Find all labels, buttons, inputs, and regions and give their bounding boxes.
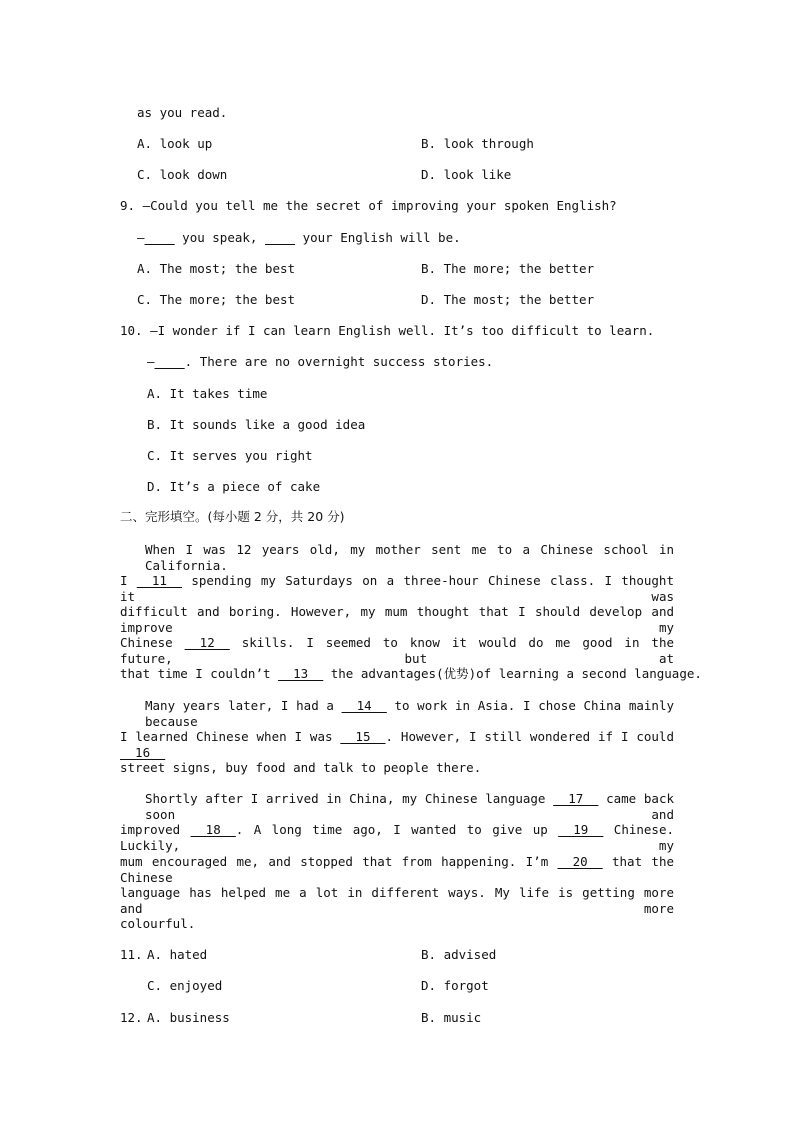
- passage-p3-line-3: mum encouraged me, and stopped that from happening. I’m __20__ that the Chinese: [120, 854, 674, 885]
- blank-12: __12__: [184, 635, 230, 650]
- q9-stem: 9. —Could you tell me the secret of improving your spoken English?: [120, 198, 617, 213]
- blank-14: __14__: [341, 698, 387, 713]
- q11-option-a: A. hated: [147, 947, 208, 962]
- q9-option-b: B. The more; the better: [421, 261, 595, 276]
- passage-p1-line-5: that time I couldn’t __13__ the advantages(优势)of learning a second language.: [120, 666, 702, 681]
- passage-p2-line-1: Many years later, I had a __14__ to work in Asia. I chose China mainly because: [145, 698, 674, 729]
- q8-option-b: B. look through: [421, 136, 534, 151]
- blank-19: __19__: [558, 822, 604, 837]
- q11-number: 11.: [120, 947, 143, 962]
- passage-p2-line-3: street signs, buy food and talk to people there.: [120, 760, 482, 775]
- q11-option-d: D. forgot: [421, 978, 489, 993]
- q9-reply: —____ you speak, ____ your English will be.: [137, 230, 461, 245]
- q9-option-c: C. The more; the best: [137, 292, 296, 307]
- q12-option-a: A. business: [147, 1010, 230, 1025]
- passage-p1-line-2: I __11__ spending my Saturdays on a three-hour Chinese class. I thought it was: [120, 573, 674, 604]
- passage-p1-line-4: Chinese __12__ skills. I seemed to know it would do me good in the future, but at: [120, 635, 674, 666]
- q8-option-c: C. look down: [137, 167, 228, 182]
- q9-blank-2: ____: [264, 230, 296, 245]
- passage-p3-line-4: language has helped me a lot in different ways. My life is getting more and more: [120, 885, 674, 916]
- q9-number: 9.: [120, 198, 136, 213]
- q9-blank-1: ____: [144, 230, 175, 245]
- passage-p3-line-2: improved __18__. A long time ago, I wanted to give up __19__ Chinese. Luckily, my: [120, 822, 674, 853]
- blank-11: __11__: [136, 573, 182, 588]
- q8-option-a: A. look up: [137, 136, 213, 151]
- q8-option-d: D. look like: [421, 167, 512, 182]
- q12-number: 12.: [120, 1010, 143, 1025]
- blank-13: __13__: [278, 666, 324, 681]
- blank-17: __17__: [553, 791, 599, 806]
- q11-option-b: B. advised: [421, 947, 497, 962]
- passage-p1-line-3: difficult and boring. However, my mum thought that I should develop and improve my: [120, 604, 674, 635]
- blank-20: __20__: [557, 854, 603, 869]
- q10-stem: 10. —I wonder if I can learn English well. It’s too difficult to learn.: [120, 323, 655, 338]
- section-heading: 二、完形填空。(每小题 2 分，共 20 分): [120, 509, 345, 524]
- blank-16: __16__: [120, 745, 166, 760]
- q11-option-c: C. enjoyed: [147, 978, 223, 993]
- q10-option-d: D. It’s a piece of cake: [147, 479, 321, 494]
- q10-reply: —____. There are no overnight success stories.: [147, 354, 494, 369]
- passage-p3-line-1: Shortly after I arrived in China, my Chinese language __17__ came back soon and: [145, 791, 674, 822]
- q10-option-b: B. It sounds like a good idea: [147, 417, 366, 432]
- q9-option-a: A. The most; the best: [137, 261, 296, 276]
- q9-option-d: D. The most; the better: [421, 292, 595, 307]
- q10-blank: ____: [154, 354, 185, 369]
- blank-15: __15__: [340, 729, 386, 744]
- passage-p2-line-2: I learned Chinese when I was __15__. However, I still wondered if I could __16__: [120, 729, 674, 760]
- passage-p1-line-1: When I was 12 years old, my mother sent me to a Chinese school in California.: [145, 542, 674, 573]
- blank-18: __18__: [190, 822, 236, 837]
- q10-number: 10.: [120, 323, 143, 338]
- q10-option-a: A. It takes time: [147, 386, 268, 401]
- q8-stem-tail: as you read.: [137, 105, 228, 120]
- q12-option-b: B. music: [421, 1010, 482, 1025]
- passage-p3-line-5: colourful.: [120, 916, 196, 931]
- q10-option-c: C. It serves you right: [147, 448, 313, 463]
